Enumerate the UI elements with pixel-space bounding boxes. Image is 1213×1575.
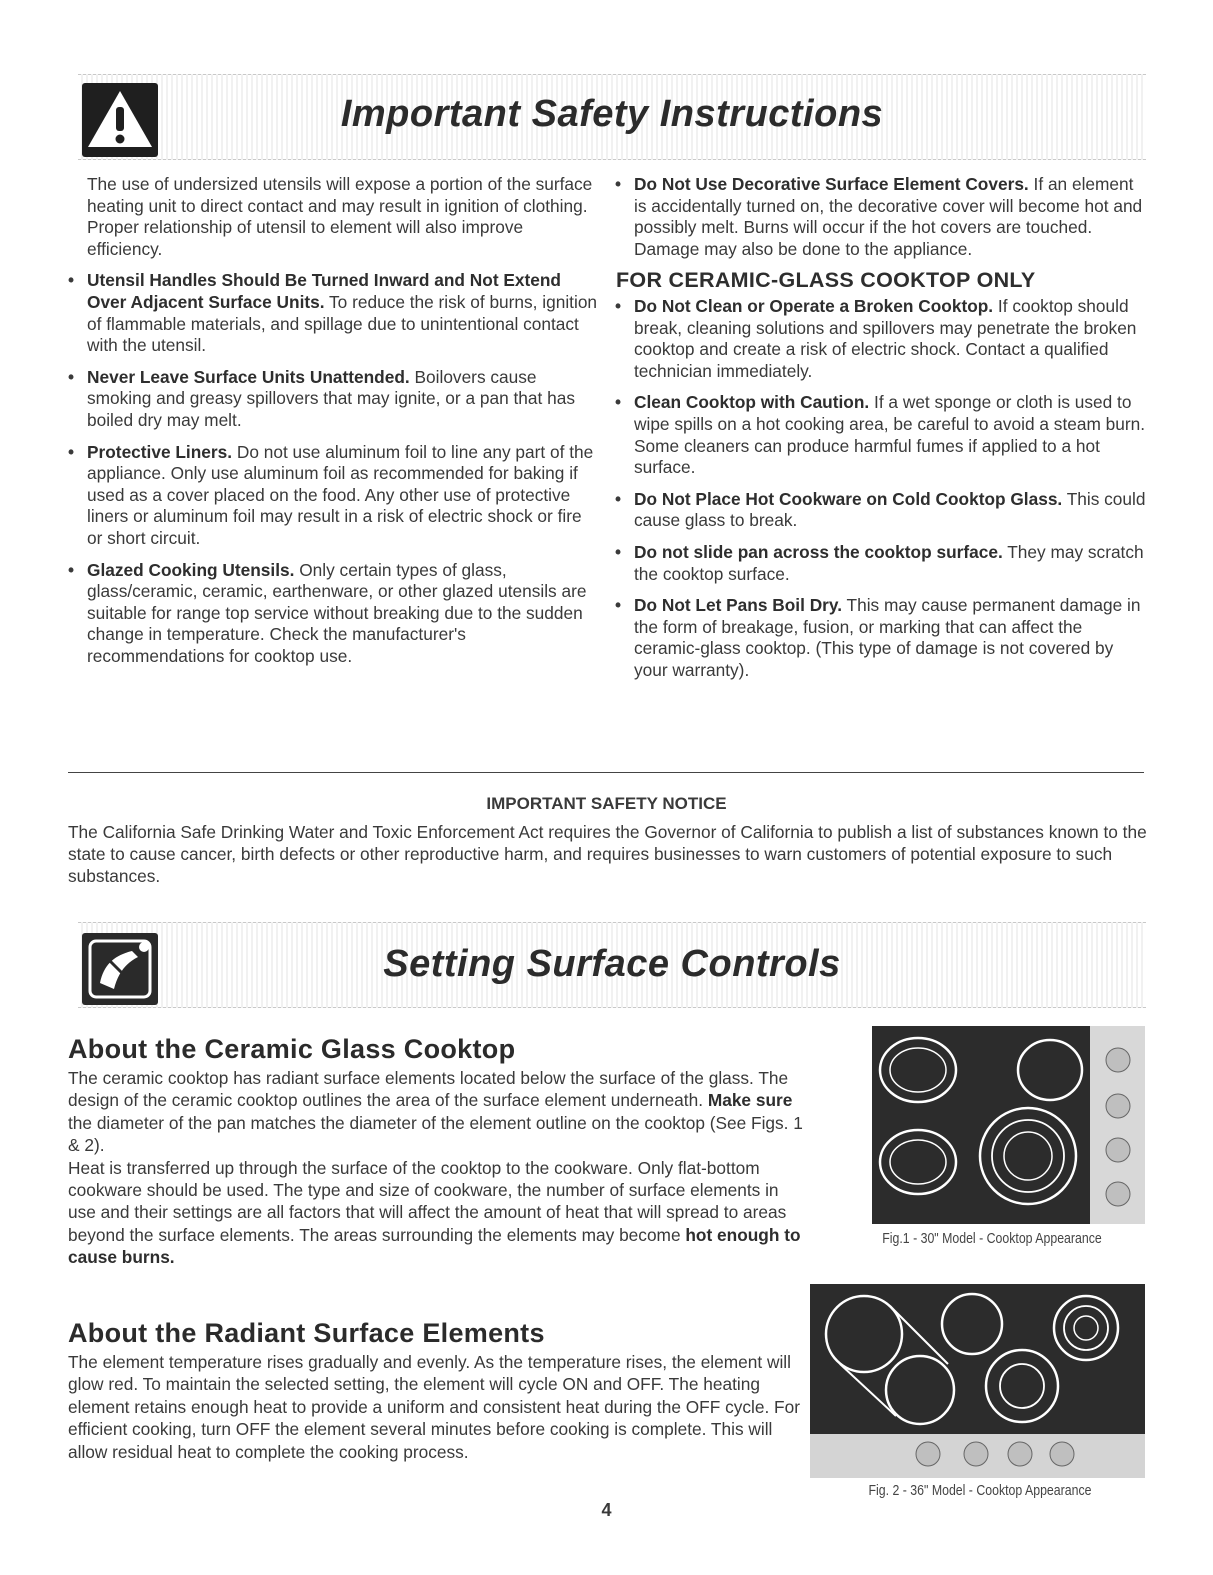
notice-title: IMPORTANT SAFETY NOTICE [486,794,727,813]
about-ceramic-p1 [68,1067,804,1157]
intro-paragraph: The use of undersized utensils will expose a portion of the surface heating unit to direct contact and may result in ignition of clothing. Proper relationship of utensil to element will also improve efficiency. [87,174,593,259]
controls-banner [78,922,1146,1008]
list-item [68,270,599,356]
item-heading: Do Not Let Pans Boil Dry. [634,595,843,616]
bold-run: Make sure [707,1090,793,1111]
list-item [615,541,1146,585]
list-item [615,392,1146,478]
item-text: Only certain types of glass, glass/ceramic, ceramic, earthenware, or other glazed utensils are suitable for range top service without breaking due to the sudden change in temperature. Check the manufacturer's recommendations for cooktop use. [87,559,587,666]
item-text: If an element is accidentally turned on, the decorative cover will become hot and possibly melt. Burns will occur if the hot covers are touched. Damage may also be done to the appliance. [634,174,1143,259]
bullet-icon: • [68,441,75,462]
bullet-icon: • [615,595,622,616]
safety-right-column [615,174,1146,691]
list-item [68,559,599,668]
item-heading: Do not slide pan across the cooktop surface. [634,541,1003,562]
bullet-icon: • [68,270,75,291]
item-text: Do not use aluminum foil to line any part of the appliance. Only use aluminum foil as recommended for baking if used as a cover placed on the food. Any other use of protective liners or aluminum foil may result in a risk of electric shock or fire or short circuit. [87,441,594,548]
item-heading: Do Not Place Hot Cookware on Cold Cooktop Glass. [634,488,1063,509]
bullet-icon: • [615,174,622,194]
item-text: They may scratch the cooktop surface. [634,541,1144,584]
list-item [615,488,1146,532]
fig2-cooktop-image [810,1284,1145,1478]
item-heading: Do Not Clean or Operate a Broken Cooktop. [634,295,994,316]
bullet-icon: • [68,366,75,387]
list-item [615,174,1146,260]
text-run: Heat is transferred up through the surface of the cooktop to the cookware. Only flat-bottom cookware should be used. The type and size of cookware, the number of surface elements in use and their settings are all factors that will affect the amount of heat that will spread to areas beyond the surface elements. The areas surrounding the elements may become [68,1157,787,1245]
item-heading: Never Leave Surface Units Unattended. [87,366,410,387]
item-text: If a wet sponge or cloth is used to wipe spills on a hot cooking area, be careful to avoid a steam burn. Some cleaners can produce harmful fumes if applied to a hot surface. [634,392,1146,478]
bullet-icon: • [615,541,622,562]
item-text: To reduce the risk of burns, ignition of flammable materials, and spillage due to unintentional contact with the utensil. [87,291,598,356]
safety-banner [78,74,1146,160]
about-radiant-heading: About the Radiant Surface Elements [68,1318,545,1348]
fig1-caption: Fig.1 - 30" Model - Cooktop Appearance [882,1231,1102,1247]
notice-body: The California Safe Drinking Water and Toxic Enforcement Act requires the Governor of California to publish a list of substances known to the state to cause cancer, birth defects or other reproductive harm, and requires businesses to warn customers of potential exposure to such substances. [68,822,1147,886]
controls-title: Setting Surface Controls [383,943,841,985]
ceramic-heading: FOR CERAMIC-GLASS COOKTOP ONLY [616,268,1036,293]
bullet-icon: • [615,295,622,316]
about-ceramic-p2 [68,1157,804,1269]
item-heading: Glazed Cooking Utensils. [87,559,295,580]
bold-run: hot enough to cause burns. [68,1224,801,1268]
list-item [615,295,1146,382]
about-radiant-p1: The element temperature rises gradually and evenly. As the temperature rises, the element will glow red. To maintain the selected setting, the element will cycle ON and OFF. The heating element retains enough heat to provide a uniform and consistent heat during the OFF cycle. For efficient cooking, turn OFF the element several minutes before cooking is complete. This will allow residual heat to complete the cooking process. [68,1352,800,1462]
fig1-cooktop-image [872,1026,1145,1224]
text-run: The ceramic cooktop has radiant surface elements located below the surface of the glass. The design of the ceramic cooktop outlines the area of the surface element underneath. [68,1068,789,1111]
list-item [68,441,599,550]
list-item [68,366,599,432]
item-text: If cooktop should break, cleaning solutions and spillovers may penetrate the broken cooktop and create a risk of electric shock. Contact a qualified technician immediately. [634,295,1137,381]
item-text: This could cause glass to break. [634,488,1146,531]
safety-title: Important Safety Instructions [340,93,884,135]
item-heading: Utensil Handles Should Be Turned Inward and Not Extend Over Adjacent Surface Units. [87,270,561,312]
about-ceramic-heading: About the Ceramic Glass Cooktop [68,1034,516,1064]
fig2-caption: Fig. 2 - 36" Model - Cooktop Appearance [868,1483,1092,1499]
about-ceramic-section [68,1034,804,1269]
item-heading: Clean Cooktop with Caution. [634,392,870,413]
text-run: the diameter of the pan matches the diameter of the element outline on the cooktop (See Figs. 1 & 2). [68,1112,803,1156]
item-heading: Do Not Use Decorative Surface Element Covers. [634,174,1029,194]
bullet-icon: • [615,392,622,413]
item-text: Boilovers cause smoking and greasy spillovers that may ignite, or a pan that has boiled dry may melt. [87,366,575,430]
page-number: 4 [601,1500,612,1520]
item-text: This may cause permanent damage in the form of breakage, fusion, or marking that can affect the ceramic-glass cooktop. (This type of damage is not covered by your warranty). [634,595,1141,680]
about-radiant-section [68,1318,804,1463]
bullet-icon: • [68,559,75,580]
bullet-icon: • [615,488,622,509]
list-item [615,595,1146,681]
safety-left-column [68,174,599,677]
divider [68,772,1144,773]
item-heading: Protective Liners. [87,441,233,462]
